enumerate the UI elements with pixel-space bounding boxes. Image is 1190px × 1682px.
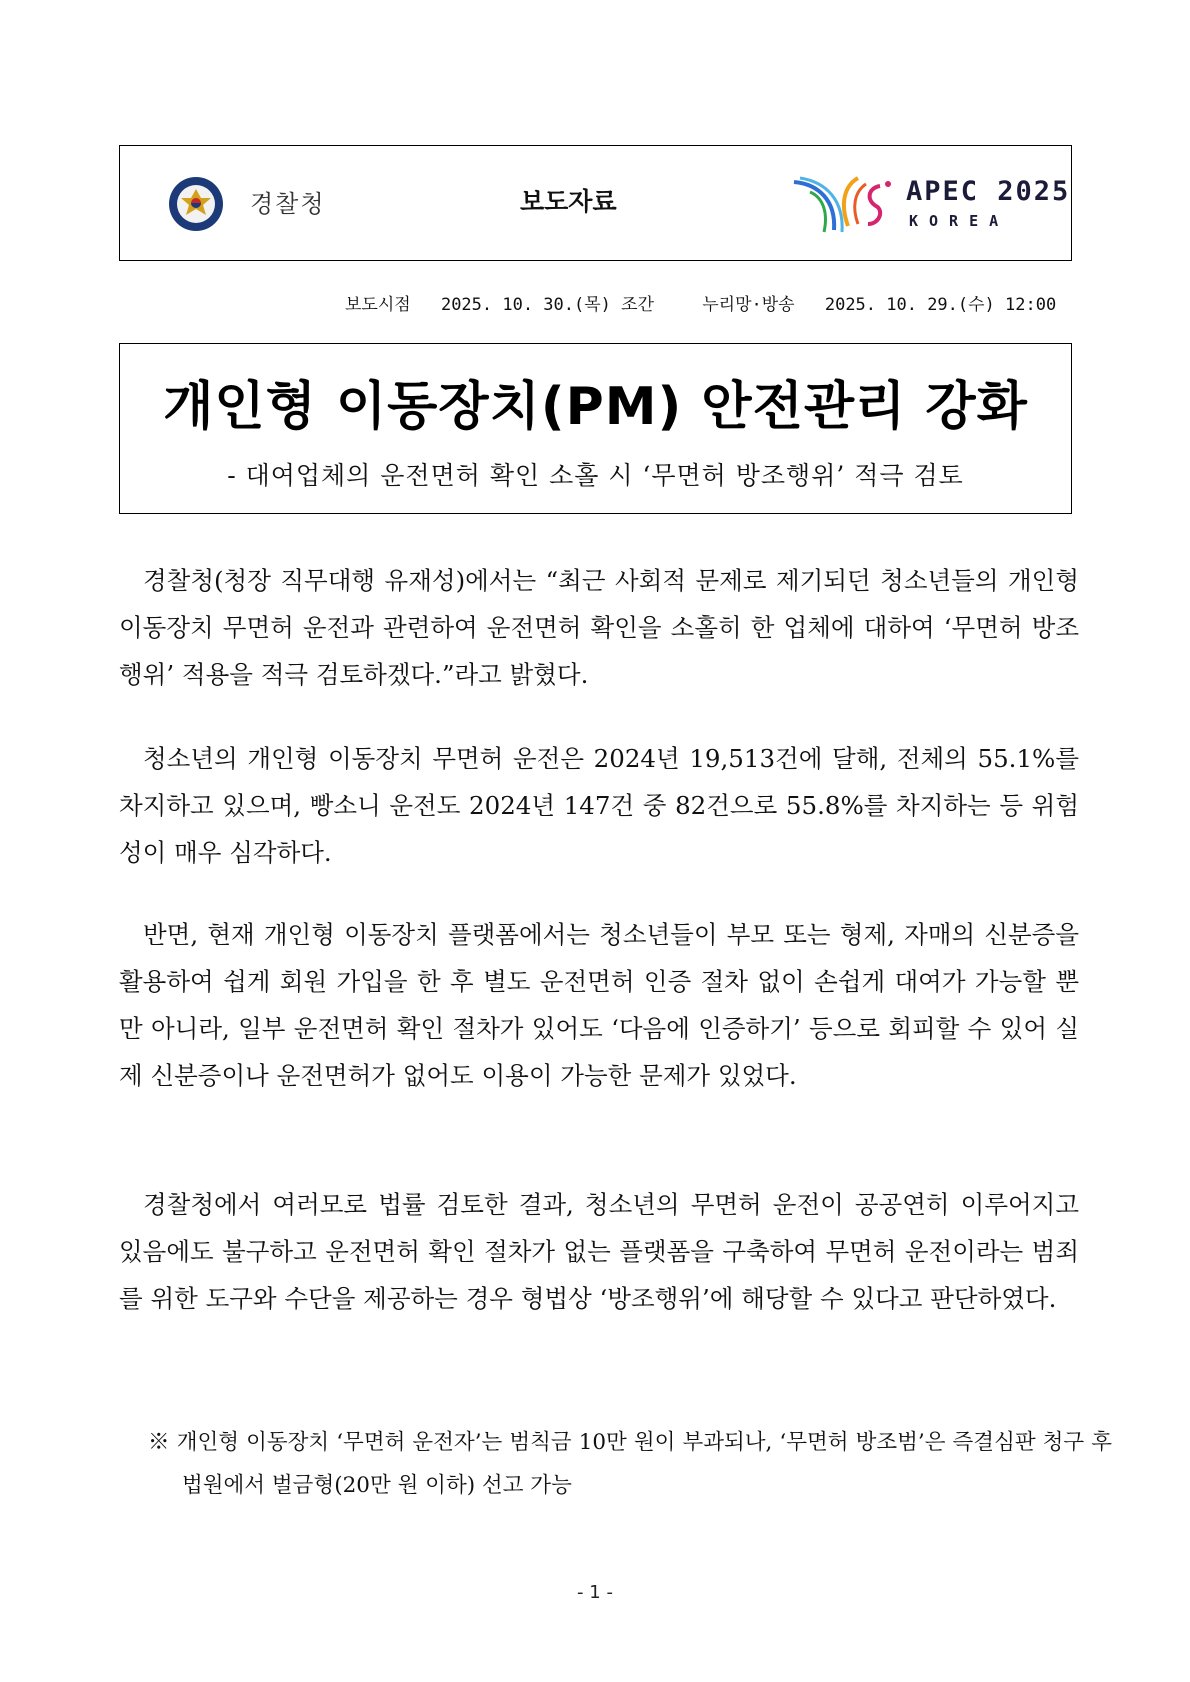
release-info [345,290,1071,315]
header-box [119,145,1072,261]
body-paragraph-3: 반면, 현재 개인형 이동장치 플랫폼에서는 청소년들이 부모 또는 형제, 자매의 신분증을 활용하여 쉽게 회원 가입을 한 후 별도 운전면허 인증 절차 없이 손쉽게 대여가 가능할 뿐만 아니라, 일부 운전면허 확인 절차가 있어도 ‘다음에 인증하기’ 등으로 회피할 수 있어 실제 신분증이나 운전면허가 없어도 이용이 가능한 문제가 있었다. [119,920,1079,1090]
police-emblem-icon [168,176,224,232]
sub-title: - 대여업체의 운전면허 확인 소홀 시 ‘무면허 방조행위’ 적극 검토 [227,461,964,490]
body-paragraph-2: 청소년의 개인형 이동장치 무면허 운전은 2024년 19,513건에 달해, 전체의 55.1%를 차지하고 있으며, 빵소니 운전도 2024년 147건 중 82건으로 55.8%를 차지하는 등 위험성이 매우 심각하다. [119,744,1079,867]
embargo-label: 보도시점 [345,295,411,315]
online-value: 2025. 10. 29.(수) 12:00 [824,295,1057,315]
doc-type-title: 보도자료 [520,187,617,216]
main-title: 개인형 이동장치(PM) 안전관리 강화 [163,377,1028,437]
body-paragraph-4: 경찰청에서 여러모로 법률 검토한 결과, 청소년의 무면허 운전이 공공연히 이루어지고 있음에도 불구하고 운전면허 확인 절차가 없는 플랫폼을 구축하여 무면허 운전이라는 범죄를 위한 도구와 수단을 제공하는 경우 형법상 ‘방조행위’에 해당할 수 있다고 판단하였다. [119,1190,1079,1313]
apec-logo-icon [788,170,898,240]
footnote: ※ 개인형 이동장치 ‘무면허 운전자’는 범칙금 10만 원이 부과되나, ‘무면허 방조범’은 즉결심판 청구 후 법원에서 벌금형(20만 원 이하) 선고 가능 [148,1430,1112,1498]
agency-name: 경찰청 [250,190,326,218]
body-paragraph-1: 경찰청(청장 직무대행 유재성)에서는 “최근 사회적 문제로 제기되던 청소년들의 개인형 이동장치 무면허 운전과 관련하여 운전면허 확인을 소홀히 한 업체에 대하여 ‘무면허 방조행위’ 적용을 적극 검토하겠다.”라고 밝혔다. [119,566,1079,689]
embargo-value: 2025. 10. 30.(목) 조간 [440,295,654,315]
apec-subtitle: KOREA [909,212,1010,230]
online-label: 누리망·방송 [702,295,795,315]
page-number: - 1 - [577,1582,613,1603]
apec-title: APEC 2025 [906,176,1071,207]
title-box [119,343,1072,514]
